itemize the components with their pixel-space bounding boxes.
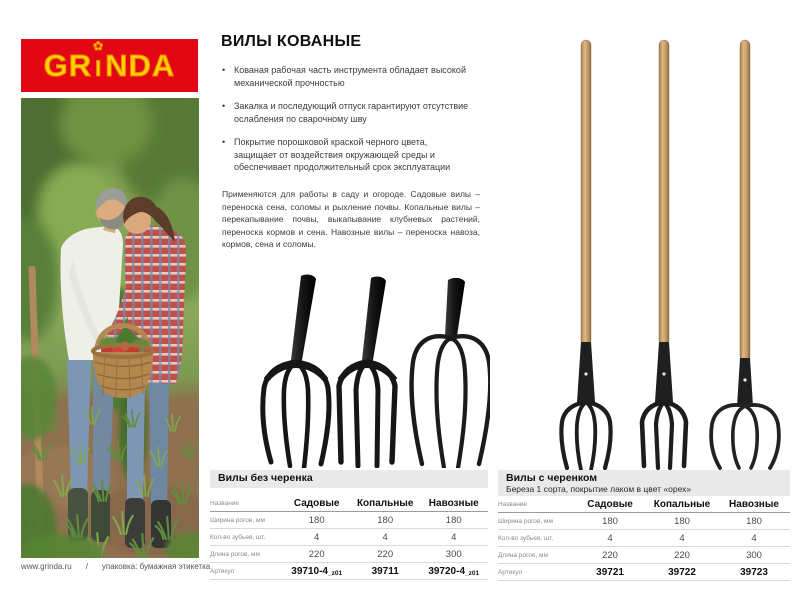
col-header-kopalnye: Копальные: [351, 495, 420, 512]
sku-cell: 39722: [646, 564, 718, 581]
row-label-teeth: Кол-во зубьев, шт.: [498, 530, 574, 547]
spec-cell: 4: [646, 530, 718, 547]
spec-cell: 180: [282, 512, 351, 529]
table-header-bar: [498, 470, 790, 496]
spec-table-with-handle: [498, 470, 790, 581]
sku-cell: 39711: [351, 563, 420, 580]
col-header-sadovye: Садовые: [574, 496, 646, 513]
footer-site: www.grinda.ru: [21, 562, 72, 571]
fork-heads-image: [212, 268, 490, 468]
row-label-width: Ширина рогов, мм: [210, 512, 282, 529]
table-header-bar: [210, 470, 488, 488]
spec-cell: 4: [718, 530, 790, 547]
logo-part-nda: NDA: [105, 48, 176, 83]
spec-cell: 300: [419, 546, 488, 563]
spec-cell: 180: [718, 513, 790, 530]
footer-separator: /: [85, 562, 88, 571]
row-label-name: Название: [498, 496, 574, 513]
flower-icon: ✿: [93, 39, 105, 53]
col-header-kopalnye: Копальные: [646, 496, 718, 513]
feature-item: • Покрытие порошковой краской черного цвета, защищает от воздействия окружающей среды и обеспечивает продолжительный срок эксплуатации: [222, 136, 472, 174]
fork-handled-kopalnye: [642, 40, 686, 468]
garden-photo: [21, 98, 199, 558]
spec-cell: 220: [574, 547, 646, 564]
spec-cell: 4: [351, 529, 420, 546]
page-title: ВИЛЫ КОВАНЫЕ: [221, 33, 362, 50]
spec-cell: 220: [646, 547, 718, 564]
spec-cell: 4: [419, 529, 488, 546]
sku-cell: 39720-4_z01: [419, 563, 488, 580]
vegetable-basket: [93, 326, 153, 399]
fork-head-navoznye: [412, 278, 490, 468]
spec-cell: 4: [574, 530, 646, 547]
col-header-sadovye: Садовые: [282, 495, 351, 512]
feature-list: [222, 64, 472, 185]
spec-cell: 220: [351, 546, 420, 563]
col-header-navoznye: Навозные: [419, 495, 488, 512]
row-label-sku: Артикул: [210, 563, 282, 580]
table-subtitle: Береза 1 сорта, покрытие лаком в цвет «орех»: [506, 484, 692, 494]
spec-cell: 180: [351, 512, 420, 529]
fork-handled-sadovye: [561, 40, 610, 470]
spec-cell: 220: [282, 546, 351, 563]
brand-logo: [21, 39, 198, 92]
handled-forks-image: [540, 28, 800, 470]
row-label-name: Название: [210, 495, 282, 512]
fork-head-kopalnye: [339, 277, 395, 466]
feature-item: • Закалка и последующий отпуск гарантируют отсутствие ослабления по сварочному шву: [222, 100, 472, 125]
row-label-teeth: Кол-во зубьев, шт.: [210, 529, 282, 546]
logo-part-gr: GR: [43, 48, 93, 83]
sku-cell: 39723: [718, 564, 790, 581]
row-label-sku: Артикул: [498, 564, 574, 581]
sku-cell: 39721: [574, 564, 646, 581]
spec-cell: 180: [419, 512, 488, 529]
fork-head-sadovye: [263, 275, 329, 468]
page-footer: [21, 562, 210, 571]
row-label-length: Длина рогов, мм: [498, 547, 574, 564]
col-header-navoznye: Навозные: [718, 496, 790, 513]
feature-item: • Кованая рабочая часть инструмента обладает высокой механической прочностью: [222, 64, 472, 89]
logo-letter-i: I ✿: [93, 39, 105, 81]
spec-cell: 180: [646, 513, 718, 530]
spec-cell: 180: [574, 513, 646, 530]
spec-table-no-handle: [210, 470, 488, 580]
table-title: Вилы без черенка: [218, 472, 313, 484]
row-label-width: Ширина рогов, мм: [498, 513, 574, 530]
table-title: Вилы с черенком: [506, 472, 598, 484]
row-label-length: Длина рогов, мм: [210, 546, 282, 563]
product-description: Применяются для работы в саду и огороде. Садовые вилы – переноска сена, соломы и рыхление почвы. Копальные вилы – перекапывание почвы, выкапывание клубневых растений, переноска кормов и сена. Навозные вилы – переноска навоза, кормов, сена и соломы.: [222, 189, 480, 249]
spec-cell: 4: [282, 529, 351, 546]
spec-cell: 300: [718, 547, 790, 564]
footer-packaging: упаковка: бумажная этикетка: [101, 562, 211, 571]
brand-logo-text: [43, 39, 176, 83]
fork-handled-navoznye: [711, 40, 779, 468]
sku-cell: 39710-4_z01: [282, 563, 351, 580]
